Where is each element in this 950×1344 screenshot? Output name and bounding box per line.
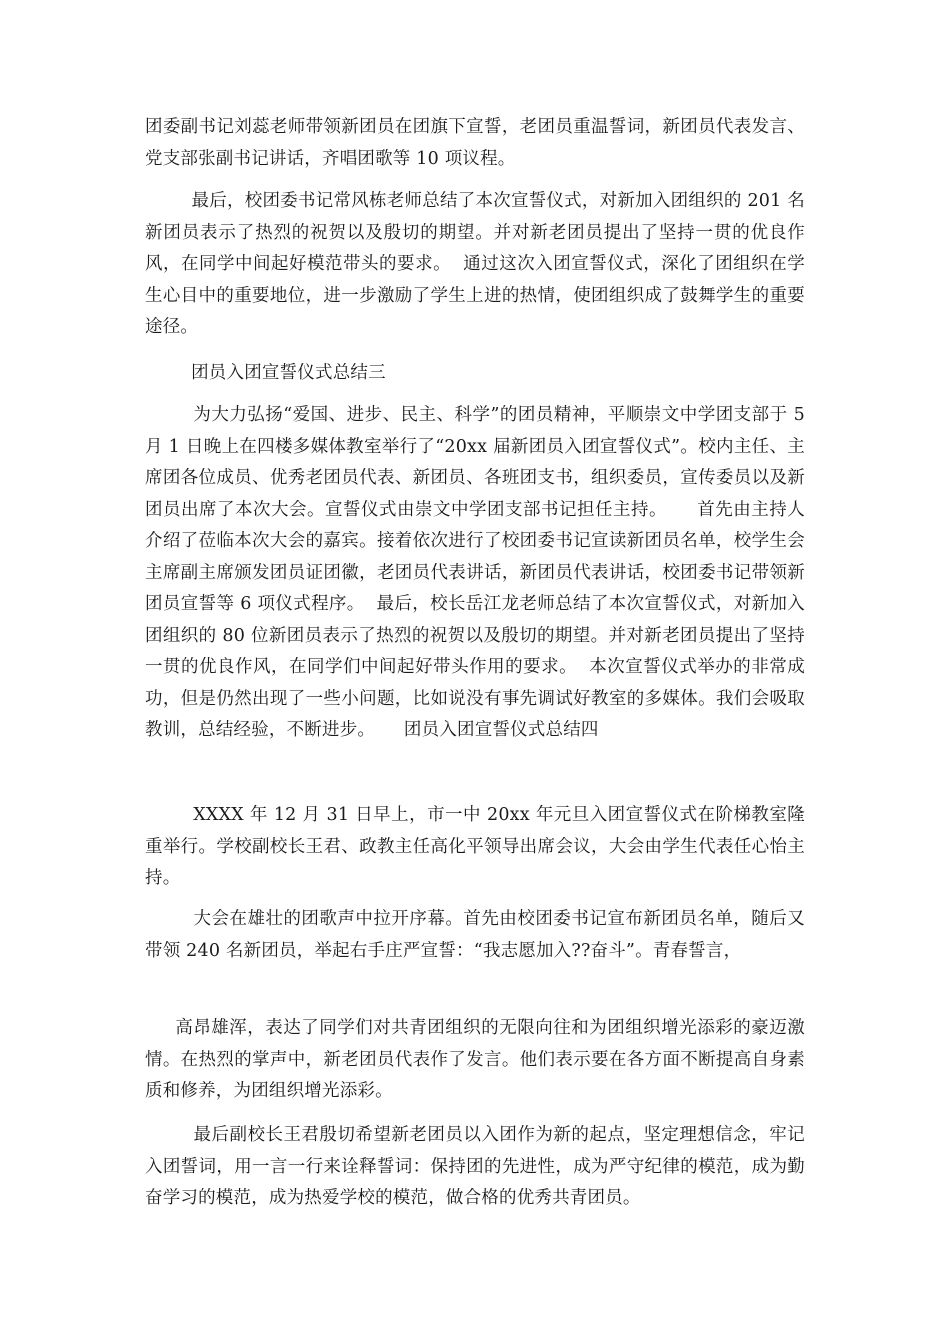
paragraph-4: XXXX 年 12 月 31 日早上，市一中 20xx 年元旦入团宣誓仪式在阶梯教室隆重举行。学校副校长王君、政教主任高化平领导出席会议，大会由学生代表任心怡主持。 <box>145 805 805 888</box>
paragraph-7: 最后副校长王君殷切希望新老团员以入团作为新的起点，坚定理想信念，牢记入团誓词，用一言一行来诠释誓词：保持团的先进性，成为严守纪律的模范，成为勤奋学习的模范，成为热爱学校的模范，做合格的优秀共青团员。 <box>145 1125 805 1208</box>
section-heading-3: 团员入团宣誓仪式总结三 <box>145 363 386 383</box>
paragraph-3: 为大力弘扬“爱国、进步、民主、科学”的团员精神，平顺崇文中学团支部于 5 月 1 日晚上在四楼多媒体教室举行了“20xx 届新团员入团宣誓仪式”。校内主任、主席团各位成员、优秀老团员代表、新团员、各班团支书，组织委员，宣传委员以及新团员出席了本次大会。宣誓仪式由崇文中学团支部书记担任主持。 首先由主持人介绍了莅临本次大会的嘉宾。接着依次进行了校团委书记宣读新团员名单，校学生会主席副主席颁发团员证团徽，老团员代表讲话，新团员代表讲话，校团委书记带领新团员宣誓等 6 项仪式程序。 最后，校长岳江龙老师总结了本次宣誓仪式，对新加入团组织的 80 位新团员表示了热烈的祝贺以及殷切的期望。并对新老团员提出了坚持一贯的优良作风，在同学们中间起好带头作用的要求。 本次宣誓仪式举办的非常成功，但是仍然出现了一些小问题，比如说没有事先调试好教室的多媒体。我们会吸取教训，总结经验，不断进步。 团员入团宣誓仪式总结四 <box>145 405 811 740</box>
paragraph-2: 最后，校团委书记常风栋老师总结了本次宣誓仪式，对新加入团组织的 201 名新团员表示了热烈的祝贺以及殷切的期望。并对新老团员提出了坚持一贯的优良作风，在同学中间起好模范带头的要求。 通过这次入团宣誓仪式，深化了团组织在学生心目中的重要地位，进一步激励了学生上进的热情，使团组织成了鼓舞学生的重要途径。 <box>145 191 805 337</box>
paragraph-6: 高昂雄浑，表达了同学们对共青团组织的无限向往和为团组织增光添彩的豪迈激情。在热烈的掌声中，新老团员代表作了发言。他们表示要在各方面不断提高自身素质和修养，为团组织增光添彩。 <box>145 1018 805 1101</box>
paragraph-5: 大会在雄壮的团歌声中拉开序幕。首先由校团委书记宣布新团员名单，随后又带领 240 名新团员，举起右手庄严宣誓：“我志愿加入??奋斗”。青春誓言， <box>145 909 805 961</box>
paragraph-1: 团委副书记刘蕊老师带领新团员在团旗下宣誓，老团员重温誓词，新团员代表发言、党支部张副书记讲话，齐唱团歌等 10 项议程。 <box>145 117 805 169</box>
